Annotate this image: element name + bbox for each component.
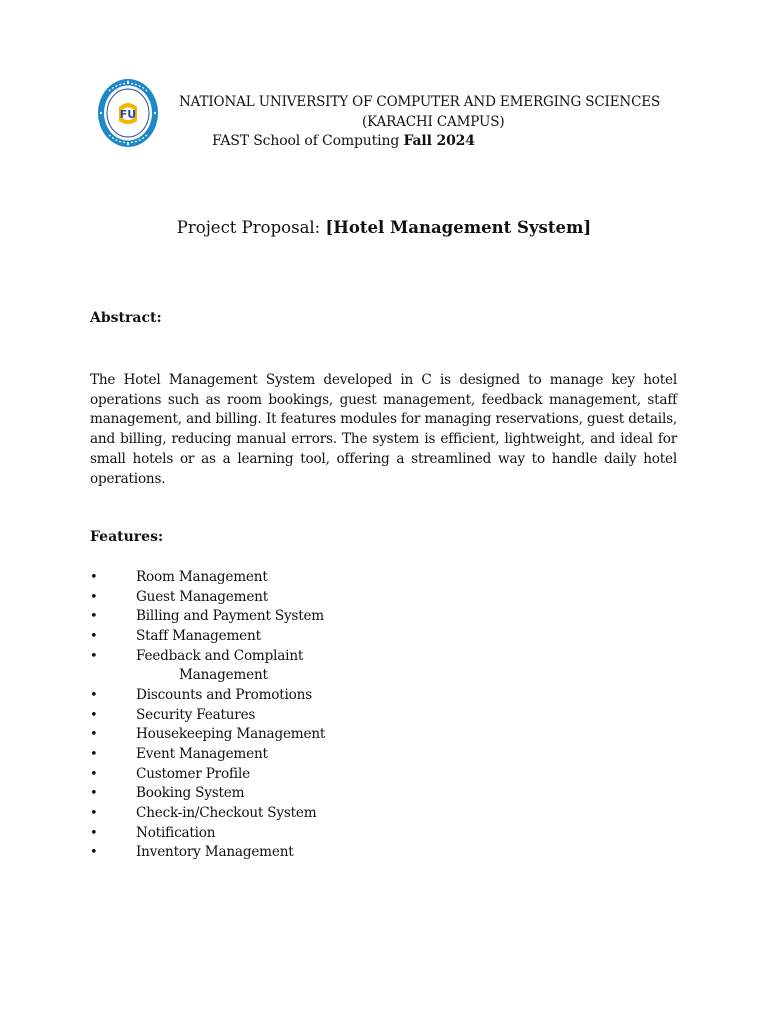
feature-item — [90, 804, 590, 824]
feature-item — [90, 686, 590, 706]
bullet-icon: • — [90, 570, 98, 585]
bullet-icon: • — [90, 707, 98, 723]
feature-label: Feedback and Complaint — [136, 647, 304, 664]
project-name: [Hotel Management System] — [325, 218, 592, 237]
feature-item — [90, 568, 590, 588]
bullet-icon: • — [90, 609, 98, 625]
feature-label: Housekeeping Management — [136, 726, 326, 743]
school-name: FAST School of Computing — [212, 133, 400, 149]
feature-label: Discounts and Promotions — [136, 686, 313, 703]
bullet-icon: • — [90, 805, 98, 821]
feature-label: Room Management — [136, 569, 268, 585]
page-title — [0, 218, 768, 237]
feature-item — [90, 843, 590, 863]
feature-item — [90, 745, 590, 765]
feature-item — [90, 627, 590, 647]
feature-label: Guest Management — [136, 588, 269, 605]
bullet-icon: • — [90, 589, 98, 605]
feature-label: Notification — [136, 824, 216, 841]
bullet-icon: • — [90, 746, 98, 762]
bullet-icon: • — [90, 786, 98, 802]
feature-label: Event Management — [136, 745, 268, 762]
campus-name: (KARACHI CAMPUS) — [362, 114, 505, 130]
feature-item — [90, 765, 590, 785]
feature-label: Billing and Payment System — [136, 608, 324, 625]
feature-item — [90, 725, 590, 745]
feature-item — [90, 588, 590, 608]
feature-label: Customer Profile — [136, 765, 250, 782]
feature-item — [90, 647, 590, 686]
feature-label: Check-in/Checkout System — [136, 804, 317, 821]
bullet-icon: • — [90, 825, 98, 841]
bullet-icon: • — [90, 687, 98, 703]
feature-label: Inventory Management — [136, 844, 294, 861]
abstract-paragraph: The Hotel Management System developed in C is designed to manage key hotel operations such as room bookings, guest management, feedback management, staff management, and billing. It features modules for managing reservations, guest details, and billing, reducing manual errors. The system is efficient, lightweight, and ideal for small hotels or as a learning tool, offering a streamlined way to handle daily hotel operations. — [90, 372, 677, 487]
school-term-line — [212, 133, 475, 149]
features-heading: Features: — [90, 529, 164, 545]
university-seal-logo-icon — [97, 77, 161, 149]
feature-label: Booking System — [136, 785, 245, 802]
feature-item — [90, 706, 590, 726]
feature-label: Security Features — [136, 706, 256, 723]
features-list — [90, 568, 590, 863]
abstract-heading: Abstract: — [90, 310, 162, 326]
bullet-icon: • — [90, 648, 98, 664]
feature-item — [90, 607, 590, 627]
bullet-icon: • — [90, 727, 98, 743]
university-name: NATIONAL UNIVERSITY OF COMPUTER AND EMERGING SCIENCES — [179, 94, 661, 110]
feature-label-continuation: Management — [179, 667, 268, 684]
feature-item — [90, 824, 590, 844]
title-prefix: Project Proposal: — [176, 218, 326, 237]
term: Fall 2024 — [403, 133, 475, 149]
feature-label: Staff Management — [136, 627, 261, 644]
bullet-icon: • — [90, 845, 98, 861]
svg-text:FU: FU — [119, 108, 137, 121]
feature-item — [90, 784, 590, 804]
bullet-icon: • — [90, 766, 98, 782]
bullet-icon: • — [90, 628, 98, 644]
